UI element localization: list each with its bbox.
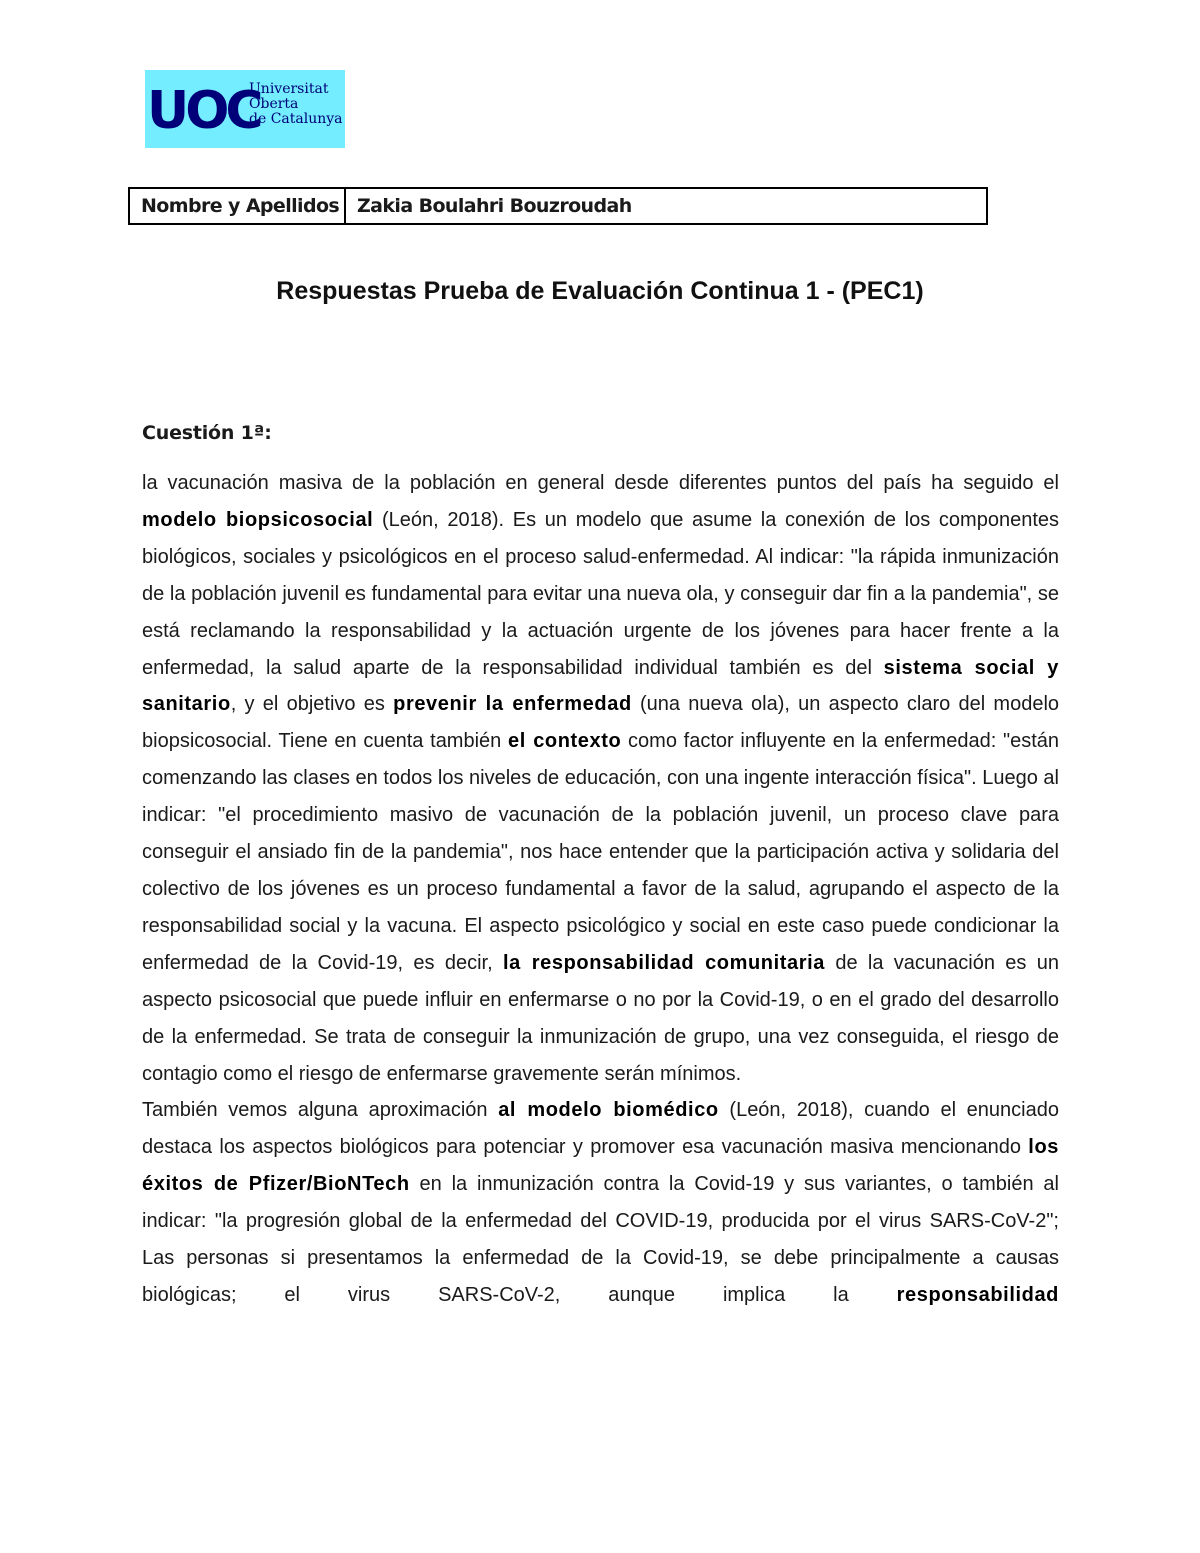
text-run: , y el objetivo es <box>230 693 394 716</box>
logo-line-1: Universitat <box>249 81 329 97</box>
uoc-logo-graphic <box>145 70 345 148</box>
text-run: (León, 2018). Es un modelo que asume la conexión de los componentes biológicos, sociales y psicológicos en el proceso salud-enfermedad. Al indicar: "la rápida inmunización de la población juvenil es fundamental para evitar una nueva ola, y conseguir dar fin a la pandemia", se está reclamando la responsabilidad y la actuación urgente de los jóvenes para hacer frente a la enfermedad, la salud aparte de la responsabilidad individual también es del <box>142 508 1059 679</box>
bold-term: la responsabilidad comunitaria <box>502 951 826 974</box>
text-run: (una nueva ola), un aspecto claro del modelo biopsicosocial. Tiene en cuenta también <box>142 693 1060 753</box>
bold-term: prevenir la enfermedad <box>393 693 632 716</box>
text-run: como factor influyente en la enfermedad: "están comenzando las clases en todos los niveles de educación, con una ingente interacción física". Luego al indicar: "el procedimiento masivo de vacunación de la población juvenil, un proceso clave para conseguir el ansiado fin de la pandemia", nos hace entender que la participación activa y solidaria del colectivo de los jóvenes es un proceso fundamental a favor de la salud, agrupando el aspecto de la responsabilidad social y la vacuna. El aspecto psicológico y social en este caso puede condicionar la enfermedad de la Covid-19, es decir, <box>142 730 1059 974</box>
bold-term: al modelo biomédico <box>498 1099 719 1122</box>
student-name-table <box>128 187 988 225</box>
text-run: de la vacunación es un aspecto psicosocial que puede influir en enfermarse o no por la Covid-19, o en el grado del desarrollo de la enfermedad. Se trata de conseguir la inmunización de grupo, una vez conseguida, el riesgo de contagio como el riesgo de enfermarse gravemente serán mínimos. <box>142 951 1059 1085</box>
answer-paragraph-1 <box>142 465 1059 1092</box>
bold-term: responsabilidad <box>896 1283 1059 1306</box>
logo-line-3: de Catalunya <box>249 111 343 127</box>
document-title: Respuestas Prueba de Evaluación Continua 1 - (PEC1) <box>276 277 924 305</box>
answer-body <box>142 465 1059 1314</box>
question-heading: Cuestión 1ª: <box>142 422 272 444</box>
uoc-logo <box>145 70 345 148</box>
name-label-cell: Nombre y Apellidos <box>130 189 346 223</box>
text-run: la vacunación masiva de la población en general desde diferentes puntos del país ha seguido el <box>142 472 1059 494</box>
answer-paragraph-2 <box>142 1092 1059 1313</box>
text-run: (León, 2018), cuando el enunciado destaca los aspectos biológicos para potenciar y promover esa vacunación masiva mencionando <box>142 1099 1059 1159</box>
text-run: También vemos alguna aproximación <box>142 1099 499 1122</box>
bold-term: sistema social y sanitario <box>142 656 1059 716</box>
bold-term: el contexto <box>508 730 622 753</box>
logo-mark: UOC <box>147 81 260 141</box>
name-value-cell: Zakia Boulahri Bouzroudah <box>357 195 632 217</box>
bold-term: modelo biopsicosocial <box>142 508 374 531</box>
bold-term: los éxitos de Pfizer/BioNTech <box>142 1136 1059 1196</box>
text-run: en la inmunización contra la Covid-19 y sus variantes, o también al indicar: "la progresión global de la enfermedad del COVID-19, producida por el virus SARS-CoV-2"; Las personas si presentamos la enfermedad de la Covid-19, se debe principalmente a causas biológicas; el virus SARS-CoV-2, aunque implica la <box>142 1173 1059 1306</box>
logo-line-2: Oberta <box>249 96 299 112</box>
